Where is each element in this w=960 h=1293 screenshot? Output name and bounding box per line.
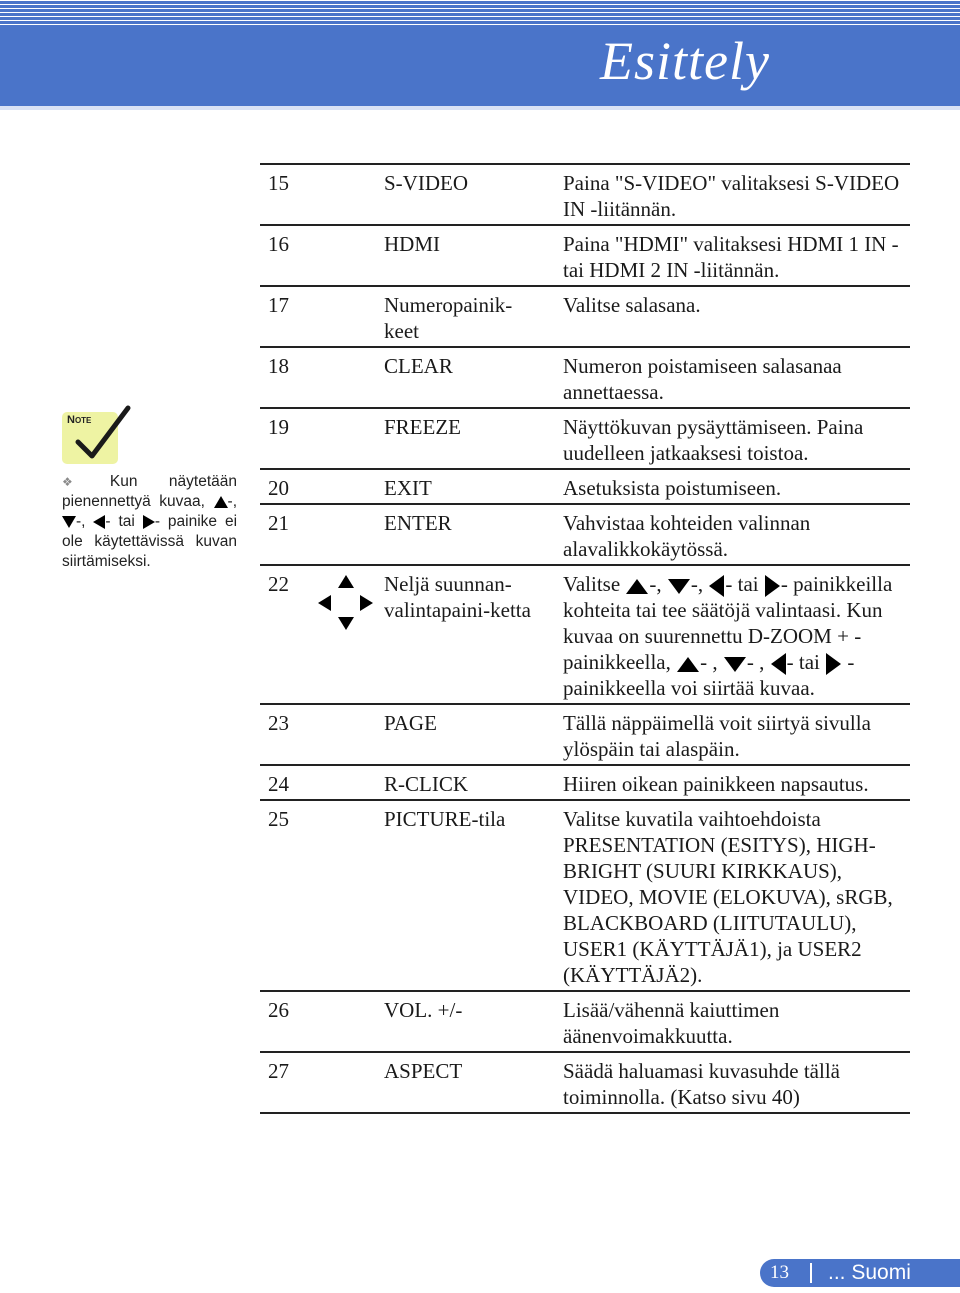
- row-description: Vahvistaa kohteiden valinnan alavalikkokäytössä.: [563, 511, 811, 561]
- footer-divider: [810, 1263, 812, 1283]
- row-button-name: Neljä suunnan-valintapaini-ketta: [384, 572, 531, 622]
- row-description: Näyttökuvan pysäyttämiseen. Paina uudelleen jatkaaksesi toistoa.: [563, 415, 864, 465]
- note-separator: -,: [227, 493, 237, 510]
- row-button-name: CLEAR: [384, 354, 453, 378]
- row-number: 21: [268, 511, 289, 535]
- desc-text: Valitse: [563, 572, 621, 596]
- header-stripes: [0, 0, 960, 26]
- row-number: 15: [268, 171, 289, 195]
- desc-text: -,: [690, 572, 704, 596]
- table-row: [260, 566, 910, 705]
- note-sidebar: [62, 404, 237, 572]
- page-number: 13: [770, 1262, 789, 1283]
- row-button-name: ASPECT: [384, 1059, 463, 1084]
- up-arrow-icon: [214, 496, 228, 508]
- row-number: 26: [268, 998, 289, 1023]
- table-row: [260, 801, 910, 992]
- note-text-part: Kun näytetään pienennettyä kuvaa,: [62, 473, 237, 510]
- down-arrow-icon: [724, 657, 746, 672]
- table-row: [260, 287, 910, 348]
- row-button-name: VOL. +/-: [384, 998, 463, 1023]
- row-description: Valitse kuvatila vaihtoehdoista PRESENTATION (ESITYS), HIGH-BRIGHT (SUURI KIRKKAUS), VIDEO, MOVIE (ELOKUVA), sRGB, BLACKBOARD (LIITUTAULU), USER1 (KÄYTTÄJÄ1), ja USER2 (KÄYTTÄJÄ2).: [563, 807, 893, 988]
- button-table: [260, 163, 910, 1114]
- row-number: 24: [268, 772, 289, 797]
- table-row: [260, 409, 910, 470]
- up-arrow-icon: [677, 657, 699, 672]
- row-description: Valitse salasana.: [563, 293, 701, 317]
- note-separator: - tai: [105, 513, 135, 530]
- right-arrow-icon: [765, 575, 780, 597]
- row-number: 18: [268, 354, 289, 378]
- row-number: 20: [268, 476, 289, 500]
- table-row: [260, 705, 910, 766]
- right-arrow-icon: [826, 653, 841, 675]
- row-button-name: HDMI: [384, 232, 440, 256]
- down-arrow-icon: [62, 516, 76, 528]
- left-arrow-icon: [771, 653, 786, 675]
- page-header: [0, 0, 960, 106]
- row-description: Asetuksista poistumiseen.: [563, 476, 782, 500]
- left-arrow-icon: [93, 515, 105, 529]
- note-label: Note: [67, 414, 92, 426]
- table-row: [260, 348, 910, 409]
- row-number: 19: [268, 415, 289, 439]
- note-separator: -: [154, 513, 160, 530]
- row-button-name: Numeropainik-keet: [384, 293, 513, 343]
- checkmark-icon: [70, 404, 132, 464]
- row-button-name: PAGE: [384, 711, 437, 736]
- table-row: [260, 470, 910, 505]
- note-text-part: painike ei ole käytettävissä kuvan siirtämiseksi.: [62, 513, 238, 570]
- table-row: [260, 505, 910, 566]
- table-row: [260, 226, 910, 287]
- row-description: Paina "S-VIDEO" valitaksesi S-VIDEO IN -liitännän.: [563, 171, 900, 221]
- down-arrow-icon: [338, 617, 354, 630]
- desc-text: - ,: [746, 650, 765, 675]
- desc-text: -painikkeella voi siirtää kuvaa.: [563, 650, 855, 701]
- up-arrow-icon: [626, 579, 648, 594]
- desc-text: - ,: [700, 650, 718, 675]
- row-number: 25: [268, 807, 289, 832]
- desc-text: - painikkeilla kohteita tai tee säätöjä valintaasi. Kun kuvaa on suurennettu D-ZOOM + -painikkeella,: [563, 572, 893, 675]
- note-text: [62, 472, 237, 572]
- header-divider: [0, 106, 960, 110]
- right-arrow-icon: [143, 515, 155, 529]
- up-arrow-icon: [338, 575, 354, 588]
- table-row: [260, 165, 910, 226]
- row-button-name: EXIT: [384, 476, 432, 500]
- table-row: [260, 1053, 910, 1114]
- right-arrow-icon: [360, 595, 373, 611]
- desc-text: -,: [649, 572, 662, 596]
- desc-text: - tai: [786, 650, 820, 675]
- desc-text: - tai: [725, 572, 759, 596]
- table-row: [260, 766, 910, 801]
- row-number: 23: [268, 711, 289, 736]
- row-button-name: R-CLICK: [384, 772, 468, 797]
- table-row: [260, 992, 910, 1053]
- note-logo: [62, 404, 132, 466]
- row-description: Paina "HDMI" valitaksesi HDMI 1 IN - tai HDMI 2 IN -liitännän.: [563, 232, 899, 282]
- diamond-bullet-icon: ❖: [62, 475, 100, 489]
- row-number: 22: [268, 572, 289, 596]
- page-title: Esittely: [600, 31, 770, 91]
- down-arrow-icon: [668, 579, 690, 594]
- row-number: 27: [268, 1059, 289, 1084]
- note-separator: -,: [76, 513, 86, 530]
- four-direction-arrows-icon: [318, 575, 374, 631]
- row-number: 17: [268, 293, 289, 317]
- page-footer: [760, 1259, 960, 1287]
- left-arrow-icon: [709, 575, 724, 597]
- footer-language: ... Suomi: [828, 1261, 911, 1284]
- row-number: 16: [268, 232, 289, 256]
- row-button-name: FREEZE: [384, 415, 461, 439]
- row-description: Säädä haluamasi kuvasuhde tällä toiminnolla. (Katso sivu 40): [563, 1059, 840, 1110]
- row-button-name: S-VIDEO: [384, 171, 468, 195]
- row-description: Hiiren oikean painikkeen napsautus.: [563, 772, 869, 797]
- row-button-name: ENTER: [384, 511, 452, 535]
- left-arrow-icon: [318, 595, 331, 611]
- row-button-name: PICTURE-tila: [384, 807, 506, 832]
- row-description: Lisää/vähennä kaiuttimen äänenvoimakkuutta.: [563, 998, 780, 1049]
- row-description: [563, 571, 910, 701]
- row-description: Tällä näppäimellä voit siirtyä sivulla ylöspäin tai alaspäin.: [563, 711, 871, 762]
- row-description: Numeron poistamiseen salasanaa annettaessa.: [563, 354, 842, 404]
